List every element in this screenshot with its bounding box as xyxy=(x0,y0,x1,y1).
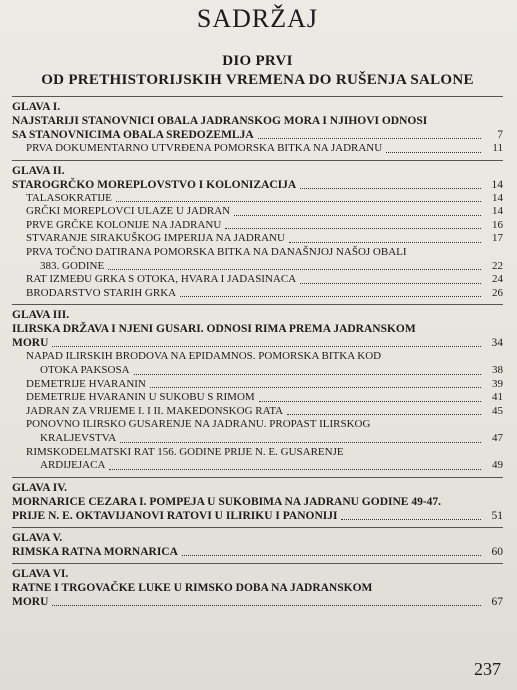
chapter-section xyxy=(12,567,503,609)
toc-entry xyxy=(12,192,503,206)
toc-entry-page: 45 xyxy=(492,404,503,417)
toc-entry-text: 383. GODINE xyxy=(40,259,105,272)
chapter-title xyxy=(12,581,503,595)
dot-leader xyxy=(300,283,481,284)
toc-entry xyxy=(12,287,503,301)
toc-entry-text: ARDIJEJACA xyxy=(40,459,106,472)
toc-entry-page: 47 xyxy=(492,431,503,444)
chapter-divider xyxy=(12,304,503,305)
dot-leader xyxy=(180,296,481,297)
chapter-title-page: 60 xyxy=(491,545,503,558)
toc-entry xyxy=(12,391,503,405)
dot-leader xyxy=(116,201,481,202)
chapter-title xyxy=(12,495,503,509)
toc-entry-page: 14 xyxy=(492,205,503,218)
chapter-title-page: 34 xyxy=(491,337,503,350)
chapter-title-page: 67 xyxy=(491,595,503,608)
chapter-section xyxy=(12,481,503,523)
chapter-title xyxy=(12,178,503,192)
toc-entry xyxy=(12,364,503,378)
dot-leader xyxy=(108,269,481,270)
toc-entry-page: 49 xyxy=(492,459,503,472)
chapter-title-text: STAROGRČKO MOREPLOVSTVO I KOLONIZACIJA xyxy=(12,178,297,191)
toc-entry-text: TALASOKRATIJE xyxy=(26,191,112,204)
toc-entry xyxy=(12,378,503,392)
chapter-title-text: RIMSKA RATNA MORNARICA xyxy=(12,545,178,558)
page-number: 237 xyxy=(474,659,501,679)
toc-entry-page: 39 xyxy=(492,377,503,390)
toc-entry-text: DEMETRIJE HVARANIN U SUKOBU S RIMOM xyxy=(26,391,255,404)
chapter-label: GLAVA II. xyxy=(12,164,65,177)
dot-leader xyxy=(134,374,481,375)
toc-entry-text: JADRAN ZA VRIJEME I. I II. MAKEDONSKOG RATA xyxy=(26,404,284,417)
dot-leader xyxy=(259,401,481,402)
toc-entry-text: KRALJEVSTVA xyxy=(40,431,117,444)
chapter-title-text: MORNARICE CEZARA I. POMPEJA U SUKOBIMA NA JADRANU GODINE 49-47. xyxy=(12,495,442,508)
toc-entry-page: 22 xyxy=(492,259,503,272)
chapter-label: GLAVA III. xyxy=(12,309,70,322)
toc-entry-page: 17 xyxy=(492,232,503,245)
chapter-title-text: ILIRSKA DRŽAVA I NJENI GUSARI. ODNOSI RIMA PREMA JADRANSKOM xyxy=(12,323,416,336)
chapter-title-text: MORU xyxy=(12,337,49,350)
toc-entry-text: RAT IZMEĐU GRKA S OTOKA, HVARA I JADASINACA xyxy=(26,273,297,286)
page-title: SADRŽAJ xyxy=(196,4,319,33)
toc-entry-page: 41 xyxy=(492,391,503,404)
toc-entry-text: NAPAD ILIRSKIH BRODOVA NA EPIDAMNOS. POMORSKA BITKA KOD xyxy=(26,350,382,363)
dot-leader xyxy=(234,215,481,216)
toc-entry xyxy=(12,446,503,460)
chapter-divider xyxy=(12,477,503,478)
toc-entry-page: 26 xyxy=(492,286,503,299)
chapter-title xyxy=(12,114,503,128)
chapter-title-page: 51 xyxy=(491,509,503,522)
chapter-divider xyxy=(12,563,503,564)
toc-entry xyxy=(12,432,503,446)
toc-entry xyxy=(12,273,503,287)
chapter-title xyxy=(12,336,503,350)
chapter-title-text: RATNE I TRGOVAČKE LUKE U RIMSKO DOBA NA JADRANSKOM xyxy=(12,581,373,594)
toc-entry-text: STVARANJE SIRAKUŠKOG IMPERIJA NA JADRANU xyxy=(26,232,285,245)
dot-leader xyxy=(386,152,481,153)
chapter-section xyxy=(12,164,503,301)
toc-entry-text: PRVA DOKUMENTARNO UTVRĐENA POMORSKA BITKA NA JADRANU xyxy=(26,142,383,154)
dot-leader xyxy=(287,414,481,415)
toc-entry xyxy=(12,459,503,473)
chapter-label: GLAVA I. xyxy=(12,101,61,113)
chapter-divider xyxy=(12,96,503,97)
dot-leader xyxy=(109,469,481,470)
chapter-label: GLAVA IV. xyxy=(12,481,67,494)
dot-leader xyxy=(150,387,481,388)
dot-leader xyxy=(52,346,481,347)
toc-entry xyxy=(12,232,503,246)
chapter-divider xyxy=(12,160,503,161)
toc-entry-text: OTOKA PAKSOSA xyxy=(40,363,130,376)
chapter-title xyxy=(12,322,503,336)
toc-entry xyxy=(12,219,503,233)
dot-leader xyxy=(341,519,481,520)
toc-entry-page: 24 xyxy=(492,273,503,286)
chapter-title xyxy=(12,128,503,142)
chapter-divider xyxy=(12,527,503,528)
toc-entry-page: 14 xyxy=(492,191,503,204)
dot-leader xyxy=(300,188,481,189)
toc-entry xyxy=(12,246,503,260)
toc-entry-page: 11 xyxy=(492,142,503,154)
part-number: DIO PRVI xyxy=(222,53,293,69)
chapter-title-text: NAJSTARIJI STANOVNICI OBALA JADRANSKOG MORA I NJIHOVI ODNOSI xyxy=(12,115,428,127)
chapter-section xyxy=(12,531,503,559)
chapter-section xyxy=(12,308,503,472)
dot-leader xyxy=(52,605,481,606)
dot-leader xyxy=(182,555,481,556)
part-heading xyxy=(12,52,503,90)
toc-entry-text: PONOVNO ILIRSKO GUSARENJE NA JADRANU. PROPAST ILIRSKOG xyxy=(26,418,371,431)
toc-entry-text: PRVA TOČNO DATIRANA POMORSKA BITKA NA DANAŠNJOJ NAŠOJ OBALI xyxy=(26,245,407,258)
toc-entry xyxy=(12,205,503,219)
toc-entry-page: 16 xyxy=(492,218,503,231)
toc-entry-text: DEMETRIJE HVARANIN xyxy=(26,377,146,390)
chapter-title xyxy=(12,545,503,559)
toc-entry xyxy=(12,418,503,432)
chapter-title-text: PRIJE N. E. OKTAVIJANOVI RATOVI U ILIRIKU I PANONIJI xyxy=(12,509,338,522)
dot-leader xyxy=(258,138,481,139)
toc-entry xyxy=(12,142,503,156)
chapter-section xyxy=(12,100,503,156)
dot-leader xyxy=(289,242,481,243)
chapter-label: GLAVA V. xyxy=(12,531,63,544)
toc-entry-text: GRČKI MOREPLOVCI ULAZE U JADRAN xyxy=(26,205,231,218)
chapter-label: GLAVA VI. xyxy=(12,567,69,580)
chapter-title-text: SA STANOVNICIMA OBALA SREDOZEMLJA xyxy=(12,129,254,141)
toc-entry xyxy=(12,260,503,274)
chapter-title xyxy=(12,509,503,523)
chapter-title-page: 14 xyxy=(491,178,503,191)
toc-entry-text: PRVE GRČKE KOLONIJE NA JADRANU xyxy=(26,218,222,231)
toc-entry xyxy=(12,405,503,419)
dot-leader xyxy=(225,228,481,229)
chapter-title-page: 7 xyxy=(497,129,503,141)
toc-entry xyxy=(12,350,503,364)
toc-entry-page: 38 xyxy=(492,363,503,376)
chapter-list xyxy=(12,96,503,609)
toc-entry-text: BRODARSTVO STARIH GRKA xyxy=(26,286,177,299)
chapter-title-text: MORU xyxy=(12,595,49,608)
dot-leader xyxy=(120,442,481,443)
part-subtitle: OD PRETHISTORIJSKIH VREMENA DO RUŠENJA SALONE xyxy=(41,72,474,88)
chapter-title xyxy=(12,595,503,609)
toc-entry-text: RIMSKODELMATSKI RAT 156. GODINE PRIJE N. E. GUSARENJE xyxy=(26,445,344,458)
